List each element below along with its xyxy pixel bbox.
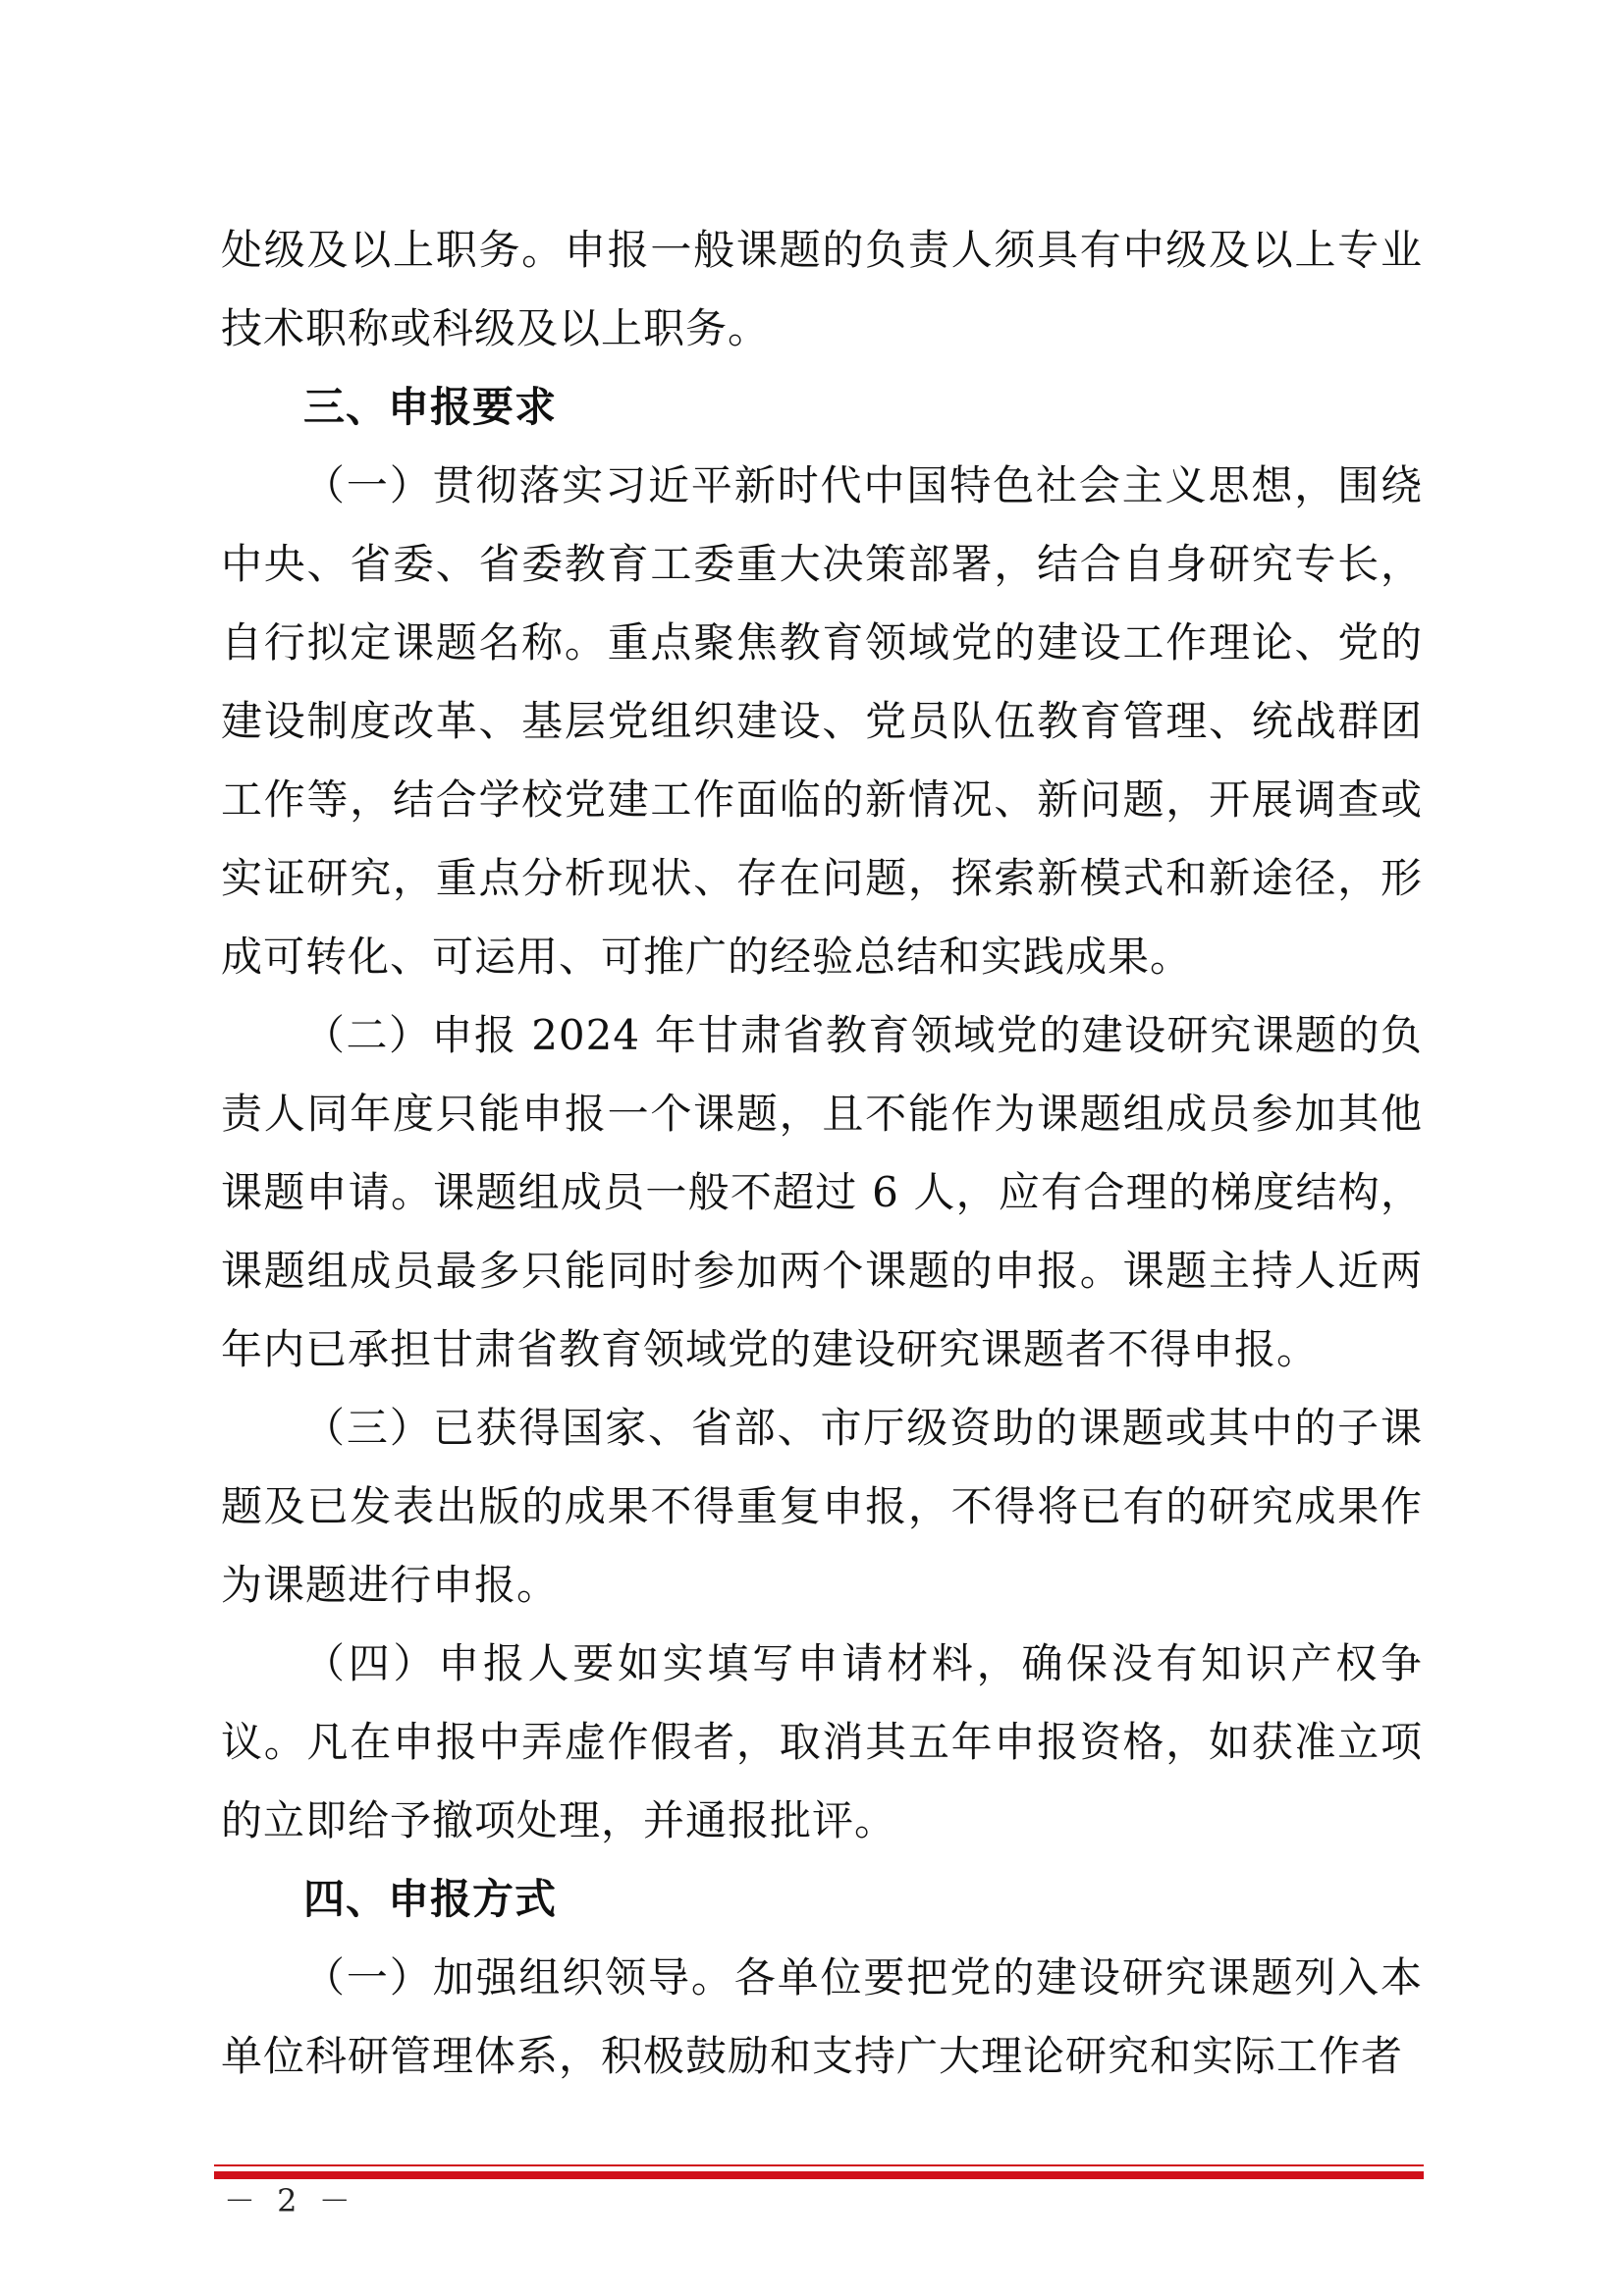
paragraph-continuation: 处级及以上职务。申报一般课题的负责人须具有中级及以上专业技术职称或科级及以上职务。: [221, 226, 1423, 352]
paragraph-requirement-2: （二）申报 2024 年甘肃省教育领域党的建设研究课题的负责人同年度只能申报一个课题，且不能作为课题组成员参加其他课题申请。课题组成员一般不超过 6 人，应有合理的梯度结构，课题组成员最多只能同时参加两个课题的申报。课题主持人近两年内已承担甘肃省教育领域党的建设研究课题者不得申报。: [221, 1011, 1423, 1373]
section-heading-application-method: 四、申报方式: [303, 1875, 558, 1923]
paragraph-requirement-1: （一）贯彻落实习近平新时代中国特色社会主义思想，围绕中央、省委、省委教育工委重大决策部署，结合自身研究专长，自行拟定课题名称。重点聚焦教育领域党的建设工作理论、党的建设制度改革、基层党组织建设、党员队伍教育管理、统战群团工作等，结合学校党建工作面临的新情况、新问题，开展调查或实证研究，重点分析现状、存在问题，探索新模式和新途径，形成可转化、可运用、可推广的经验总结和实践成果。: [221, 461, 1423, 981]
footer-divider-thin: [214, 2164, 1424, 2166]
paragraph-requirement-4: （四）申报人要如实填写申请材料，确保没有知识产权争议。凡在申报中弄虚作假者，取消其五年申报资格，如获准立项的立即给予撤项处理，并通报批评。: [221, 1639, 1423, 1844]
section-heading-requirements: 三、申报要求: [303, 383, 558, 431]
paragraph-requirement-3: （三）已获得国家、省部、市厅级资助的课题或其中的子课题及已发表出版的成果不得重复申报，不得将已有的研究成果作为课题进行申报。: [221, 1404, 1423, 1609]
footer-divider-thick: [214, 2171, 1424, 2179]
page-number: － 2 －: [224, 2182, 356, 2219]
paragraph-method-1: （一）加强组织领导。各单位要把党的建设研究课题列入本单位科研管理体系，积极鼓励和支持广大理论研究和实际工作者: [221, 1953, 1423, 2080]
document-body: [221, 211, 1423, 2096]
